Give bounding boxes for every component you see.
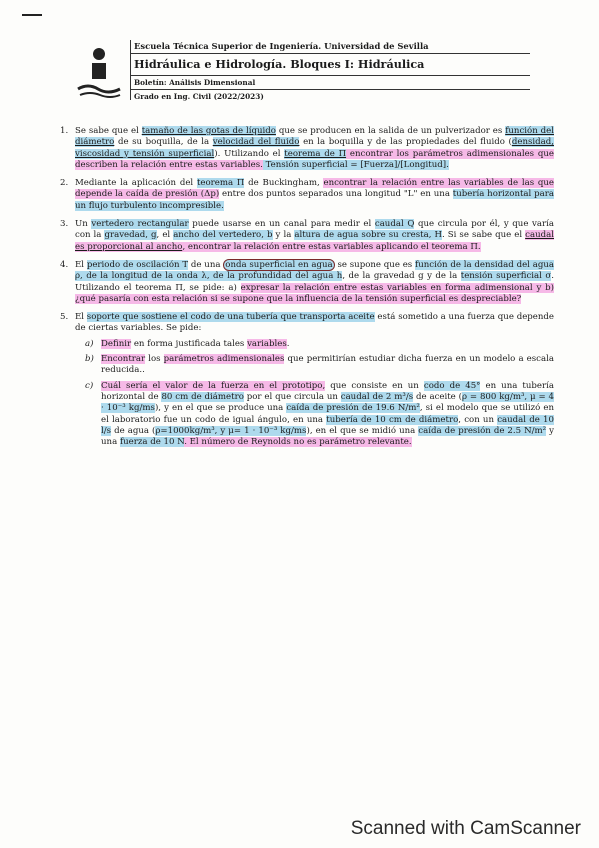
subquestion-a: [75, 339, 554, 350]
highlight: tamaño de las gotas de líquido: [141, 126, 276, 136]
text: por el que circula un: [243, 391, 341, 402]
highlight: Cuál sería el valor de la fuerza en el prototipo,: [101, 380, 326, 391]
text: El: [75, 312, 87, 323]
highlight: 80 cm de diámetro: [161, 391, 244, 402]
text: . Si se sabe que el: [441, 230, 526, 241]
text: y la: [272, 230, 295, 241]
highlight: caudal de 10 l/s: [101, 414, 554, 436]
highlight: periodo de oscilación T: [86, 259, 189, 270]
problem-list: [60, 126, 554, 455]
highlight: densidad, viscosidad y tensión superficial: [75, 137, 554, 159]
problem-2: [60, 178, 554, 212]
text: puede usarse en un canal para medir el: [188, 219, 375, 230]
camscanner-watermark: Scanned with CamScanner: [350, 818, 581, 839]
text: que se producen en la salida de un pulverizador es: [275, 126, 506, 136]
circled-highlight: onda superficial en agua: [225, 259, 333, 270]
text: , con un: [458, 414, 498, 425]
bulletin-title: Boletín: Análisis Dimensional: [130, 76, 530, 90]
text: Un: [75, 219, 92, 230]
highlight: Encontrar: [101, 354, 146, 365]
highlight: función de la densidad del agua ρ, de la longitud de la onda λ, de la profundidad del agua h: [75, 259, 554, 282]
highlight: vertedero rectangular: [91, 219, 189, 230]
text: entre dos puntos separados una longitud "L" en una: [219, 189, 453, 200]
highlight: altura de agua sobre su cresta, H: [294, 230, 442, 241]
subquestion-c: [75, 381, 554, 449]
text: . Utilizando el teorema Π, se pide: a): [75, 271, 554, 293]
highlight: teorema Π: [196, 178, 245, 189]
text: , el: [156, 230, 174, 241]
text: de una: [188, 259, 224, 270]
problem-5: [60, 312, 554, 448]
problem-1: [60, 126, 554, 171]
scan-corner-mark: [22, 14, 42, 16]
highlight: encontrar los parámetros adimensionales que describen la relación entre estas variables.: [75, 148, 554, 170]
course-title: Hidráulica e Hidrología. Bloques I: Hidráulica: [130, 54, 530, 76]
highlight: velocidad del fluido: [212, 137, 300, 148]
text: .: [286, 338, 290, 349]
text: en la boquilla y de las propiedades del fluido (: [299, 137, 512, 148]
text: de su boquilla, de la: [114, 137, 213, 148]
text: está sometido a una fuerza que depende de ciertas variables. Se pide:: [75, 312, 554, 334]
text: ), en el que se midió una: [306, 425, 419, 436]
sub-letter: c): [85, 380, 94, 391]
text: los: [145, 354, 164, 365]
highlight: tubería horizontal para un flujo turbulento incompresible.: [75, 189, 554, 211]
text: que consiste en un: [325, 380, 424, 391]
highlight: tensión superficial σ: [460, 271, 552, 282]
highlight: codo de 45°: [423, 380, 481, 391]
text: de Buckingham,: [244, 178, 324, 189]
text: de aceite (: [413, 391, 462, 402]
problem-number: 2.: [60, 178, 69, 189]
highlight: encontrar la relación entre las variables de las que depende la caída de presión (Δp): [75, 178, 555, 200]
text: , si el modelo que se utilizó en el laboratorio fue un codo de igual ángulo, en una: [101, 403, 554, 425]
problem-number: 5.: [60, 312, 69, 323]
text: ). Utilizando el: [214, 148, 285, 159]
highlight: . El número de Reynolds no es parámetro relevante.: [184, 437, 412, 448]
problem-number: 1.: [60, 126, 69, 136]
text: ), y en el que se produce una: [154, 403, 287, 414]
school-name: Escuela Técnica Superior de Ingeniería. Universidad de Sevilla: [130, 40, 530, 54]
highlight: Definir: [101, 338, 132, 349]
highlight: ρ = 800 kg/m³, μ = 4 · 10⁻³ kg/ms: [101, 391, 554, 414]
highlight: fuerza de 10 N: [119, 437, 185, 448]
highlight: caída de presión de 19.6 N/m²: [286, 403, 420, 414]
text: , de la gravedad g y de la: [342, 271, 461, 282]
highlight: tubería de 10 cm de diámetro: [326, 414, 459, 425]
highlight: ρ=1000kg/m³, y μ= 1 · 10⁻³ kg/ms: [155, 425, 307, 436]
text: en forma justificada tales: [131, 338, 248, 349]
highlight: , encontrar la relación entre estas variables aplicando el teorema Π.: [182, 241, 481, 252]
degree-year: Grado en Ing. Civil (2022/2023): [134, 92, 264, 101]
problem-4: [60, 260, 554, 305]
text: El: [75, 259, 87, 270]
highlight: expresar la relación entre estas variables en forma adimensional y b) ¿qué pasaría con esta relación si se supone que la influencia de la tensión superficial es despreciable?: [75, 282, 554, 304]
problem-3: [60, 219, 554, 253]
text: se supone que es: [334, 259, 416, 270]
text: Mediante la aplicación del: [75, 178, 197, 189]
highlight: caudal es proporcional al ancho: [75, 230, 555, 252]
highlight: caída de presión de 2.5 N/m²: [418, 425, 547, 436]
text: de agua (: [111, 425, 156, 436]
highlight: soporte que sostiene el codo de una tubería que transporta aceite: [86, 312, 375, 323]
university-logo: [70, 40, 130, 100]
highlight: caudal Q: [374, 219, 415, 230]
sub-letter: a): [85, 338, 94, 349]
highlight: función del diámetro: [75, 126, 554, 148]
highlight: teorema de Π: [284, 148, 347, 159]
problem-number: 4.: [60, 259, 69, 270]
text: en una tubería horizontal de: [101, 380, 554, 402]
subquestion-b: [75, 354, 554, 377]
highlight: caudal de 2 m³/s: [340, 391, 414, 402]
text: que circula por él, y que varía con la: [75, 219, 555, 241]
highlight: parámetros adimensionales: [163, 354, 285, 365]
highlight: Tensión superficial = [Fuerza]/[Longitud].: [262, 159, 449, 170]
header-block: [70, 40, 530, 100]
highlight: ancho del vertedero, b: [173, 230, 273, 241]
highlight: gravedad, g: [104, 230, 157, 241]
text: Se sabe que el: [75, 126, 142, 136]
problem-number: 3.: [60, 219, 69, 230]
text: que permitirían estudiar dicha fuerza en un modelo a escala reducida..: [101, 354, 554, 376]
sub-letter: b): [85, 354, 94, 365]
highlight: variables: [247, 338, 287, 349]
text: y una: [101, 425, 555, 448]
